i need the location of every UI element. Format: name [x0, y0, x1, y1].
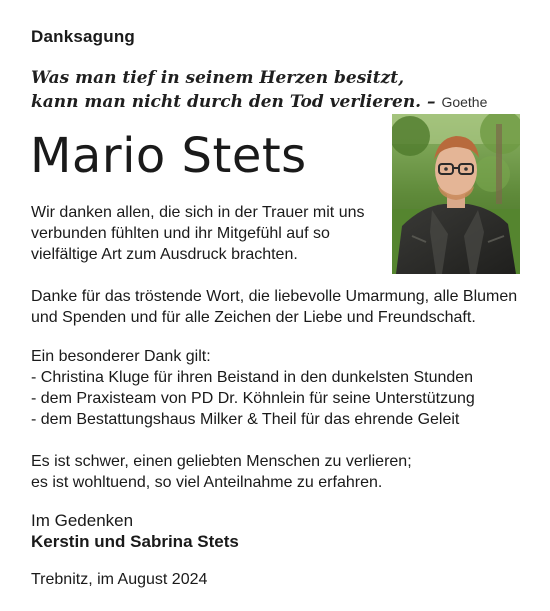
quote-line-1: Was man tief in seinem Herzen besitzt,	[31, 68, 405, 88]
thanks-line-1: Wir danken allen, die sich in der Trauer mit uns	[31, 204, 365, 221]
thanks-paragraph	[31, 202, 381, 265]
special-thanks-intro: Ein besonderer Dank gilt:	[31, 348, 211, 365]
quote-block	[31, 66, 487, 114]
notice-heading: Danksagung	[31, 27, 136, 46]
thanks-line-3: vielfältige Art zum Ausdruck brachten.	[31, 246, 298, 263]
memory-label: Im Gedenken	[31, 511, 134, 530]
gratitude-line-2: und Spenden und für alle Zeichen der Liebe und Freundschaft.	[31, 309, 476, 326]
place-date: Trebnitz, im August 2024	[31, 571, 208, 588]
gratitude-paragraph	[31, 286, 531, 328]
special-thanks-item: - Christina Kluge für ihren Beistand in den dunkelsten Stunden	[31, 369, 474, 386]
thanks-line-2: verbunden fühlten und ihr Mitgefühl auf so	[31, 225, 330, 242]
closing-line-2: es ist wohltuend, so viel Anteilnahme zu erfahren.	[31, 474, 383, 491]
quote-dash: –	[421, 92, 442, 112]
quote-author: Goethe	[441, 94, 488, 110]
quote-line-2	[31, 90, 487, 114]
closing-line-1: Es ist schwer, einen geliebten Menschen zu verlieren;	[31, 453, 412, 470]
portrait-photo-image	[392, 114, 520, 274]
closing-paragraph	[31, 451, 531, 493]
special-thanks-list	[31, 346, 531, 430]
special-thanks-item: - dem Bestattungshaus Milker & Theil für das ehrende Geleit	[31, 411, 460, 428]
signers: Kerstin und Sabrina Stets	[31, 532, 239, 551]
portrait-photo	[392, 114, 520, 274]
special-thanks-item: - dem Praxisteam von PD Dr. Köhnlein für seine Unterstützung	[31, 390, 475, 407]
quote-line-2-text: kann man nicht durch den Tod verlieren.	[31, 92, 422, 112]
deceased-name: Mario Stets	[30, 128, 307, 184]
gratitude-line-1: Danke für das tröstende Wort, die liebevolle Umarmung, alle Blumen	[31, 288, 518, 305]
